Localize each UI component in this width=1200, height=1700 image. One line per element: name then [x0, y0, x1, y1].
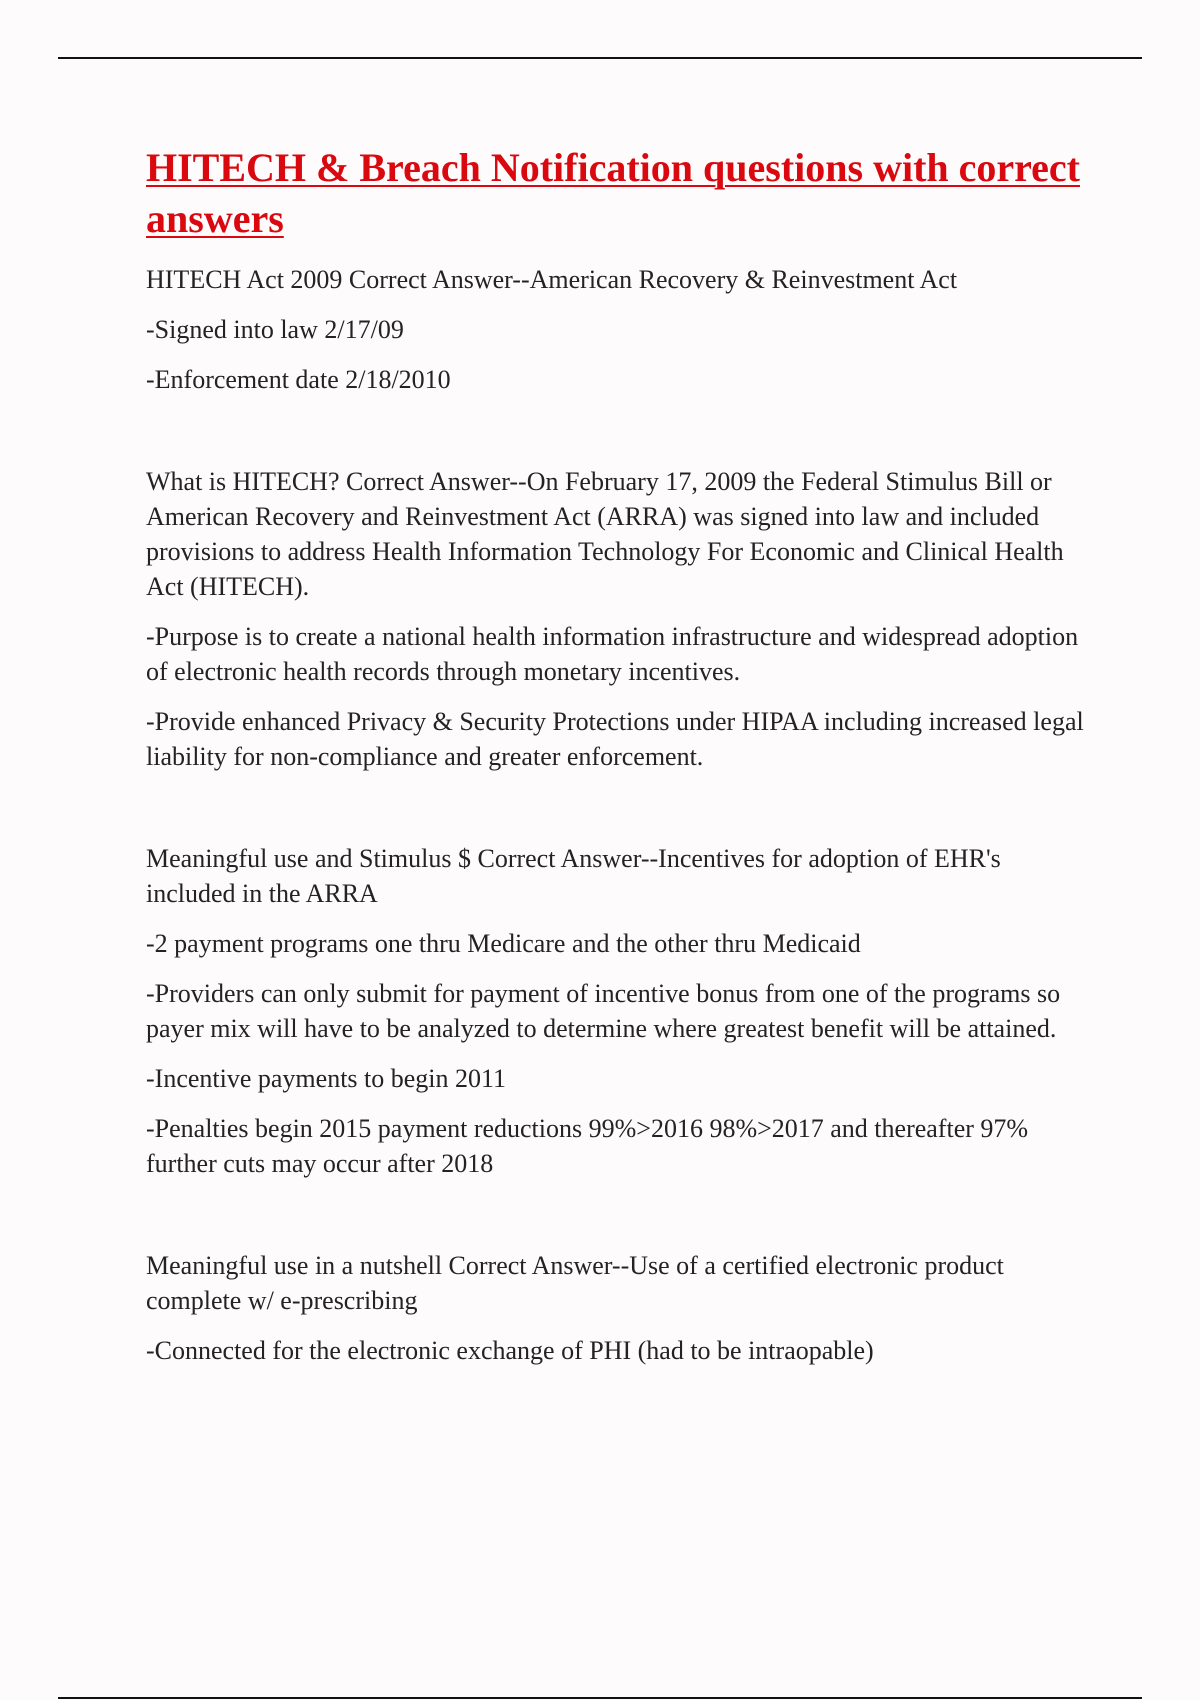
footer-rule [58, 1697, 1142, 1699]
answer-bullet: -Connected for the electronic exchange of PHI (had to be intraopable) [146, 1336, 874, 1365]
qa-entry-meaningful-use-stimulus [146, 841, 1096, 1181]
answer-bullet: -2 payment programs one thru Medicare and the other thru Medicaid [146, 929, 861, 958]
qa-entry-meaningful-use-nutshell [146, 1248, 1096, 1368]
answer-bullet: -Purpose is to create a national health information infrastructure and widespread adoption of electronic health records through monetary incentives. [146, 622, 1079, 686]
answer-bullet: -Penalties begin 2015 payment reductions 99%>2016 98%>2017 and thereafter 97% further cuts may occur after 2018 [146, 1114, 1029, 1178]
document-body [146, 142, 1096, 1368]
header-rule [58, 57, 1142, 59]
question-line: HITECH Act 2009 Correct Answer--American Recovery & Reinvestment Act [146, 265, 958, 294]
qa-entry-hitech-act [146, 262, 1096, 397]
answer-bullet: -Signed into law 2/17/09 [146, 315, 404, 344]
answer-bullet: -Incentive payments to begin 2011 [146, 1064, 507, 1093]
document-title: HITECH & Breach Notification questions with correct answers [146, 145, 1081, 241]
question-line: Meaningful use in a nutshell Correct Answer--Use of a certified electronic product complete w/ e-prescribing [146, 1251, 1004, 1315]
question-line: What is HITECH? Correct Answer--On February 17, 2009 the Federal Stimulus Bill or American Recovery and Reinvestment Act (ARRA) was signed into law and included provisions to address Health Information Technology For Economic and Clinical Health Act (HITECH). [146, 467, 1064, 601]
answer-bullet: -Enforcement date 2/18/2010 [146, 365, 451, 394]
answer-bullet: -Providers can only submit for payment of incentive bonus from one of the programs so payer mix will have to be analyzed to determine where greatest benefit will be attained. [146, 979, 1061, 1043]
answer-bullet: -Provide enhanced Privacy & Security Protections under HIPAA including increased legal liability for non-compliance and greater enforcement. [146, 707, 1084, 771]
qa-entry-what-is-hitech [146, 464, 1096, 774]
question-line: Meaningful use and Stimulus $ Correct Answer--Incentives for adoption of EHR's included in the ARRA [146, 844, 1001, 908]
